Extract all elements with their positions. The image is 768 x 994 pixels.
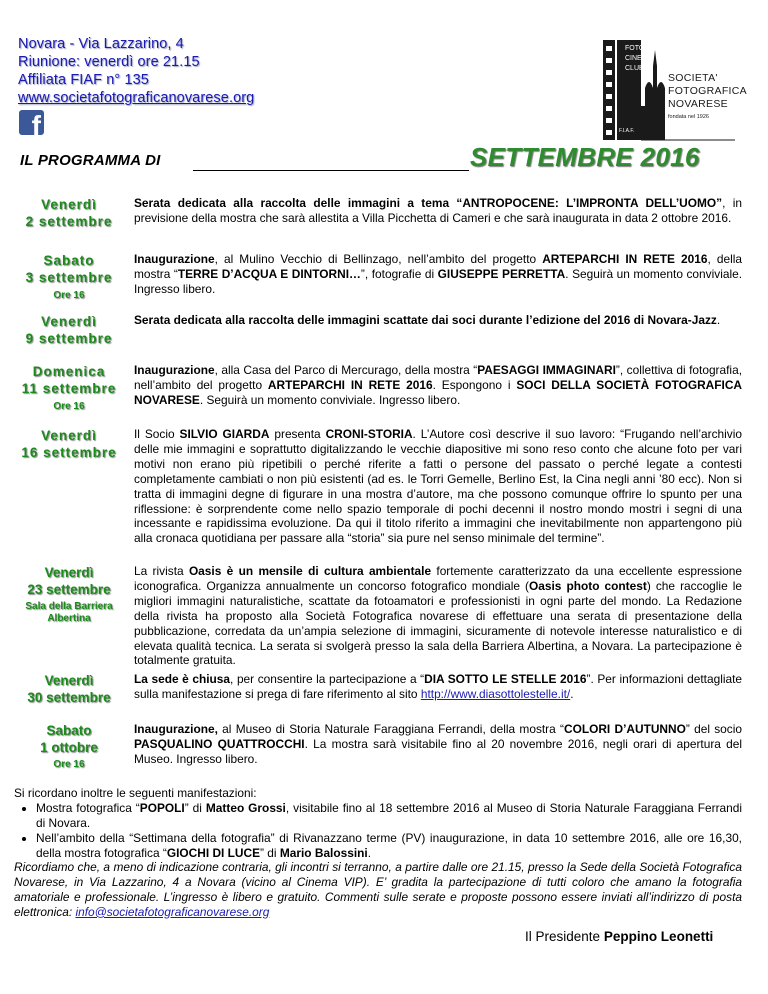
- event-description: Inaugurazione, al Mulino Vecchio di Bellinzago, nell’ambito del progetto ARTEPARCHI IN RETE 2016, della mostra “TERRE D’ACQUA E DINTORNI…”, fotografie di GIUSEPPE PERRETTA. Seguirà un momento conviviale. Ingresso libero.: [134, 252, 743, 296]
- address: Novara - Via Lazzarino, 4: [18, 36, 184, 52]
- signature-role: Il Presidente: [525, 929, 601, 944]
- logo-societa: SOCIETA': [668, 72, 718, 84]
- other-events: [14, 786, 742, 861]
- diasottolestelle-link[interactable]: http://www.diasottolestelle.it/: [420, 686, 571, 701]
- event-time: Ore 16: [53, 401, 85, 412]
- event-day: Sabato: [46, 723, 92, 738]
- event-date-text: 9 settembre: [25, 331, 113, 346]
- event-location: Sala della Barriera Albertina: [25, 601, 113, 624]
- event-day: Domenica: [32, 364, 106, 379]
- signature-name: Peppino Leonetti: [603, 929, 714, 944]
- event-date-text: 23 settembre: [27, 582, 111, 597]
- event-date-text: 1 ottobre: [40, 740, 98, 755]
- event-time: Ore 16: [53, 759, 85, 770]
- event-date: [14, 427, 124, 461]
- event-date-text: 30 settembre: [27, 690, 111, 705]
- logo-fiaf: F.I.A.F.: [619, 128, 635, 134]
- event-description: Inaugurazione, al Museo di Storia Naturale Faraggiana Ferrandi, della mostra “COLORI D’AUTUNNO” del socio PASQUALINO QUATTROCCHI. La mostra sarà visitabile fino al 20 novembre 2016, negli orari di apertura del Museo. Ingresso libero.: [134, 722, 742, 766]
- email-link[interactable]: info@societafotograficanovarese.org: [75, 904, 270, 919]
- facebook-icon[interactable]: f: [19, 110, 44, 135]
- signature: [525, 929, 713, 944]
- website-link[interactable]: www.societafotograficanovarese.org: [18, 90, 255, 106]
- event-date: [14, 672, 124, 706]
- event-date: [14, 722, 124, 771]
- club-logo: [595, 36, 745, 146]
- logo-club: CLUB: [625, 65, 644, 72]
- logo-fotografica: FOTOGRAFICA: [668, 85, 747, 97]
- logo-novarese: NOVARESE: [668, 98, 728, 110]
- event-description: Serata dedicata alla raccolta delle immagini scattate dai soci durante l’edizione del 2016 di Novara-Jazz.: [134, 313, 721, 327]
- event-day: Venerdì: [44, 565, 94, 580]
- footer-note: Ricordiamo che, a meno di indicazione contraria, gli incontri si terranno, a partire dalle ore 21.15, presso la Sede della Società Fotografica Novarese, in Via Lazzarino, 4 a Novara (vicino al Cinema VIP). E’ gradita la partecipazione di tutti coloro che amano la fotografia amatoriale e professionale. L’ingresso è libero e gratuito. Commenti sulle serate e proposte possono essere inviati all’indirizzo di posta elettronica: info@societafotograficanovarese.org: [14, 860, 742, 919]
- affiliation: Affiliata FIAF n° 135: [18, 72, 149, 88]
- event-description: Serata dedicata alla raccolta delle immagini a tema “ANTROPOCENE: L’IMPRONTA DELL’UOMO”, in previsione della mostra che sarà allestita a Villa Picchetta di Cameri e che sarà inaugurata in data 2 ottobre 2016.: [134, 196, 742, 225]
- program-month: SETTEMBRE 2016: [470, 142, 700, 172]
- event-date: [14, 564, 124, 625]
- list-item: • Mostra fotografica “POPOLI” di Matteo Grossi, visitabile fino al 18 settembre 2016 al Museo di Storia Naturale Faraggiana Ferrandi di Novara.: [36, 801, 742, 831]
- other-events-list: [14, 801, 742, 861]
- event-day: Venerdì: [41, 197, 97, 212]
- logo-foto: FOTO: [625, 45, 645, 52]
- event-day: Venerdì: [41, 314, 97, 329]
- event-description: La rivista Oasis è un mensile di cultura ambientale fortemente caratterizzato da una eccellente espressione iconografica. Organizza annualmente un concorso fotografico mondiale (Oasis photo contest) che raccoglie le migliori immagini naturalistiche, scattate da fotoamatori e professionisti in ogni parte del mondo. La Redazione della rivista ha proposto alla Società Fotografica novarese di effettuare una serata di presentazione della pubblicazione, corredata da un’ampia selezione di immagini, sicuramente di notevole interesse naturalistico e di elevata qualità tecnica. La serata si svolgerà presso la sala della Barriera Albertina, a Novara. La partecipazione è totalmente gratuita.: [134, 564, 743, 668]
- meeting-time: Riunione: venerdì ore 21.15: [18, 54, 200, 70]
- event-date: [14, 252, 124, 303]
- other-events-intro: Si ricordano inoltre le seguenti manifestazioni:: [14, 786, 257, 800]
- event-date-text: 3 settembre: [25, 270, 113, 285]
- event-description: Il Socio SILVIO GIARDA presenta CRONI-STORIA. L’Autore così descrive il suo lavoro: “Frugando nell’archivio delle mie immagini e soprattutto digitalizzando le vecchie diapositive mi sono reso conto che alcune foto per vari motivi non erano più ripetibili o perché riferite a fatti o persone del passato o perché legate a contesti completamente cambiati o non più esistenti (ad es. le Torri Gemelle, Berlino Est, la Cina negli anni ’80 ecc). Non si tratta di immagini degne di figurare in una mostra d’autore, ma che possono comunque offrire lo spunto per una riflessione: è sorprendente come nello spazio temporale di pochi decenni il nostro mondo mostri i segni di una incessante e rapidissima evoluzione. Da qui il titolo riferito a immagini che inevitabilmente non appartengono più alla cronaca quotidiana per passare alla “storia” sia pure nel senso minimale del termine”.: [134, 427, 743, 546]
- event-day: Venerdì: [44, 673, 94, 688]
- event-date-text: 11 settembre: [21, 381, 117, 396]
- logo-cine: CINE: [625, 55, 642, 62]
- program-label: IL PROGRAMMA DI: [20, 152, 161, 169]
- event-date: [14, 313, 124, 347]
- event-day: Sabato: [43, 253, 95, 268]
- event-date-text: 16 settembre: [21, 445, 117, 460]
- event-day: Venerdì: [41, 428, 97, 443]
- logo-founded: fondata nel 1926: [668, 114, 709, 120]
- event-description: La sede è chiusa, per consentire la partecipazione a “DIA SOTTO LE STELLE 2016”. Per informazioni dettagliate sulla manifestazione si prega di fare riferimento al sito http://www.diasottolestelle.it/.: [134, 672, 743, 701]
- event-date-text: 2 settembre: [25, 214, 113, 229]
- event-date: [14, 196, 124, 230]
- event-description: Inaugurazione, alla Casa del Parco di Mercurago, della mostra “PAESAGGI IMMAGINARI”, collettiva di fotografia, nell’ambito del progetto ARTEPARCHI IN RETE 2016. Espongono i SOCI DELLA SOCIETÀ FOTOGRAFICA NOVARESE. Seguirà un momento conviviale. Ingresso libero.: [134, 363, 742, 407]
- program-underline: [193, 170, 469, 171]
- event-date: [14, 363, 124, 414]
- list-item: • Nell’ambito della “Settimana della fotografia” di Rivanazzano terme (PV) inaugurazione, in data 10 settembre 2016, alle ore 16,30, della mostra fotografica “GIOCHI DI LUCE” di Mario Balossini.: [36, 831, 742, 861]
- event-time: Ore 16: [53, 290, 85, 301]
